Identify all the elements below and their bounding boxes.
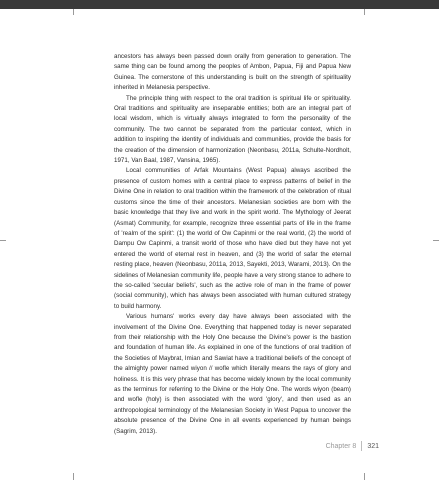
crop-mark [73,9,74,15]
crop-mark [0,240,6,241]
page-footer [326,441,379,451]
crop-mark [364,9,365,15]
paragraph: The principle thing with respect to the oral tradition is spiritual life or spirituality. Oral traditions and spirituality are inseparable entities; both are an integral part of local wisdom, which is virtually always integrated to form the personality of the community. The two cannot be separated from the particular context, which in addition to inspiring the identity of individuals and communities, provide the basis for the creation of the dimension of harmonization (Neonbasu, 2011a, Schulte-Nordholt, 1971, Van Baal, 1987, Vansina, 1965). [114,94,351,165]
crop-mark [364,473,365,480]
page-number: 321 [367,442,379,450]
chapter-label: Chapter 8 [325,442,357,450]
paragraph: ancestors has always been passed down orally from generation to generation. The same thing can be found among the peoples of Ambon, Papua, Fiji and Papua New Guinea. The cornerstone of this understanding is built on the strength of spirituality inherited in Melanesia perspective. [114,53,351,92]
paragraph: Local communities of Arfak Mountains (West Papua) always ascribed the presence of custom homes with a central place to express patterns of belief in the Divine One in relation to oral tradition within the framework of the celebration of ritual customs since the time of their ancestors. Melanesian societies are born with the basic knowledge that they live and work in the spirit world. The Mythology of Jeerat (Asmat) Community, for example, recognize three essential parts of life in the frame of 'realm of the spirit': (1) the world of Ow Capinmi or the real world, (2) the world of Dampu Ow Capinmi, a transit world of those who have died but they have not yet entered the world of eternal rest in heaven, and (3) the world of safar the eternal resting place, heaven (Neonbasu, 2011a, 2013, Sayekti, 2013, Warami, 2013). On the sidelines of Melanesian community life, people have a very strong stance to adhere to the so-called 'secular beliefs', such as the active role of man in the frame of power (social community), which has always been associated with human cultured strategy to build harmony. [114,167,351,310]
body-text [114,52,351,437]
footer-divider [361,441,362,451]
crop-mark [433,240,439,241]
top-bar [0,0,439,9]
paragraph: Various humans' works every day have always been associated with the involvement of the Divine One. Everything that happened today is never separated from their relationship with the Holy One because the Divine's power is the bastion and foundation of human life. As explained in one of the functions of oral tradition of the Societies of Maybrat, Imian and Sawiat have a traditional beliefs of the concept of the almighty power named wiyon // wofle which literally means the rays of glory and holiness. It is this very phrase that has become widely known by the local community as the terminus for referring to the Divine or the Holy One. The words wiyon (beam) and wofle (holy) is then associated with the word 'glory', and then used as an anthropological terminology of the Melanesian Society in West Papua to uncover the absolute presence of the Divine One in all events experienced by human beings (Sagrim, 2013). [114,313,351,435]
crop-mark [73,473,74,480]
